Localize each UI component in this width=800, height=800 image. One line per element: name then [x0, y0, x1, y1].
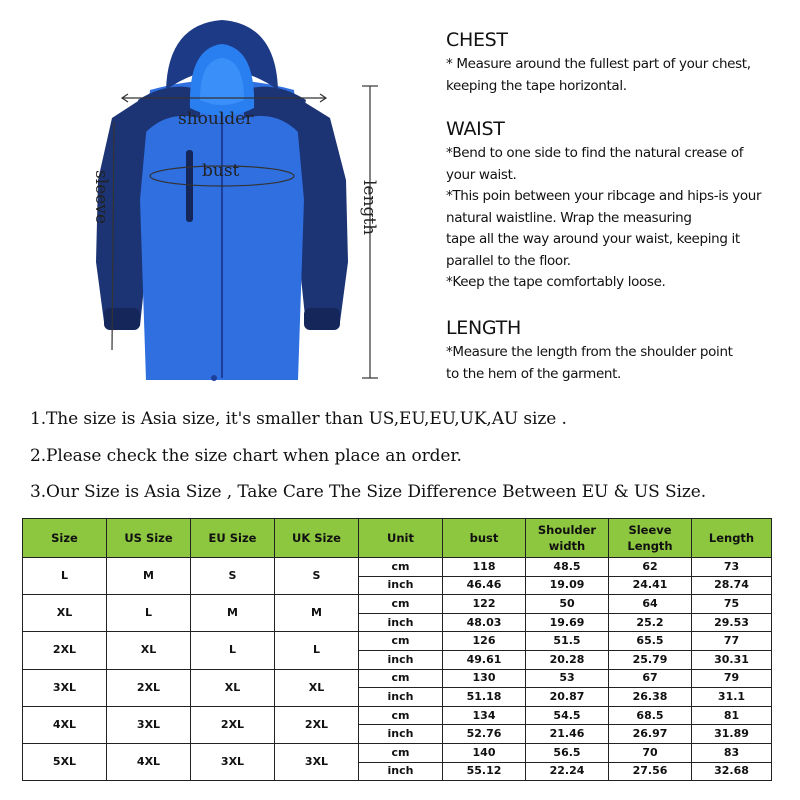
cell-sleeve: 25.79: [609, 650, 692, 669]
cell-eu-size: 2XL: [191, 706, 275, 743]
cell-shoulder: 21.46: [526, 725, 609, 744]
shoulder-label: shoulder: [178, 109, 254, 129]
length-text-line: to the hem of the garment.: [446, 365, 621, 382]
cell-size: XL: [23, 595, 107, 632]
cell-length: 77: [692, 632, 772, 651]
cell-sleeve: 68.5: [609, 706, 692, 725]
cell-unit: inch: [359, 725, 443, 744]
cell-shoulder: 19.09: [526, 576, 609, 595]
size-note: 2.Please check the size chart when place an order.: [30, 446, 462, 466]
header-sleeve-line-1: Sleeve: [628, 523, 672, 537]
cell-sleeve: 25.2: [609, 613, 692, 632]
waist-text-line: your waist.: [446, 166, 517, 183]
jacket-right-cuff: [304, 308, 340, 330]
cell-size: 2XL: [23, 632, 107, 669]
size-note: 3.Our Size is Asia Size , Take Care The Size Difference Between EU & US Size.: [30, 482, 707, 502]
cell-us-size: XL: [107, 632, 191, 669]
cell-sleeve: 62: [609, 558, 692, 577]
table-row: [23, 632, 772, 651]
cell-bust: 140: [443, 743, 526, 762]
header-size: Size: [23, 519, 107, 558]
waist-section: [446, 117, 791, 294]
cell-shoulder: 54.5: [526, 706, 609, 725]
waist-heading: WAIST: [446, 118, 505, 140]
cell-length: 81: [692, 706, 772, 725]
table-row: [23, 595, 772, 614]
cell-length: 83: [692, 743, 772, 762]
cell-size: 4XL: [23, 706, 107, 743]
waist-text-line: parallel to the floor.: [446, 252, 571, 269]
header-unit: Unit: [359, 519, 443, 558]
cell-unit: inch: [359, 613, 443, 632]
cell-size: 3XL: [23, 669, 107, 706]
cell-uk-size: XL: [275, 669, 359, 706]
cell-shoulder: 48.5: [526, 558, 609, 577]
header-sleeve-length: [609, 519, 692, 558]
cell-bust: 122: [443, 595, 526, 614]
cell-length: 30.31: [692, 650, 772, 669]
cell-bust: 51.18: [443, 688, 526, 707]
chest-heading: CHEST: [446, 29, 508, 51]
cell-uk-size: 2XL: [275, 706, 359, 743]
cell-size: 5XL: [23, 743, 107, 780]
cell-length: 31.1: [692, 688, 772, 707]
cell-length: 73: [692, 558, 772, 577]
cell-unit: inch: [359, 576, 443, 595]
cell-shoulder: 51.5: [526, 632, 609, 651]
cell-eu-size: L: [191, 632, 275, 669]
cell-us-size: M: [107, 558, 191, 595]
table-row: [23, 706, 772, 725]
cell-unit: inch: [359, 650, 443, 669]
cell-sleeve: 27.56: [609, 762, 692, 781]
header-bust: bust: [443, 519, 526, 558]
sleeve-label: sleeve: [91, 170, 111, 224]
cell-uk-size: M: [275, 595, 359, 632]
cell-length: 79: [692, 669, 772, 688]
cell-unit: inch: [359, 762, 443, 781]
chest-section: [446, 28, 791, 97]
length-heading: LENGTH: [446, 317, 521, 339]
cell-sleeve: 67: [609, 669, 692, 688]
cell-shoulder: 19.69: [526, 613, 609, 632]
cell-eu-size: 3XL: [191, 743, 275, 780]
cell-bust: 46.46: [443, 576, 526, 595]
cell-unit: cm: [359, 558, 443, 577]
header-eu-size: EU Size: [191, 519, 275, 558]
cell-shoulder: 53: [526, 669, 609, 688]
header-uk-size: UK Size: [275, 519, 359, 558]
size-note: 1.The size is Asia size, it's smaller than US,EU,EU,UK,AU size .: [30, 409, 567, 429]
table-header-row: [23, 519, 772, 558]
cell-unit: inch: [359, 688, 443, 707]
cell-uk-size: S: [275, 558, 359, 595]
cell-unit: cm: [359, 595, 443, 614]
chest-text-line: * Measure around the fullest part of your chest,: [446, 56, 751, 72]
cell-length: 31.89: [692, 725, 772, 744]
cell-bust: 49.61: [443, 650, 526, 669]
cell-unit: cm: [359, 632, 443, 651]
cell-us-size: 3XL: [107, 706, 191, 743]
bust-label: bust: [202, 161, 240, 181]
size-chart-table: [22, 518, 772, 781]
jacket-left-cuff: [104, 308, 140, 330]
chest-text-line: keeping the tape horizontal.: [446, 77, 627, 94]
cell-shoulder: 20.28: [526, 650, 609, 669]
length-label: length: [359, 180, 379, 236]
cell-shoulder: 56.5: [526, 743, 609, 762]
cell-sleeve: 24.41: [609, 576, 692, 595]
cell-eu-size: XL: [191, 669, 275, 706]
cell-bust: 134: [443, 706, 526, 725]
table-row: [23, 558, 772, 577]
cell-bust: 126: [443, 632, 526, 651]
cell-us-size: L: [107, 595, 191, 632]
cell-length: 32.68: [692, 762, 772, 781]
waist-text-line: natural waistline. Wrap the measuring: [446, 209, 692, 226]
cell-shoulder: 22.24: [526, 762, 609, 781]
cell-sleeve: 26.97: [609, 725, 692, 744]
cell-bust: 55.12: [443, 762, 526, 781]
length-section: [446, 316, 791, 385]
header-shoulder-width: [526, 519, 609, 558]
waist-text-line: *Keep the tape comfortably loose.: [446, 274, 666, 290]
cell-unit: cm: [359, 669, 443, 688]
header-length: Length: [692, 519, 772, 558]
jacket-illustration: [0, 0, 400, 395]
cell-bust: 48.03: [443, 613, 526, 632]
cell-uk-size: L: [275, 632, 359, 669]
cell-size: L: [23, 558, 107, 595]
waist-text-line: *This poin between your ribcage and hips-is your: [446, 188, 762, 204]
cell-length: 28.74: [692, 576, 772, 595]
cell-unit: cm: [359, 706, 443, 725]
cell-sleeve: 64: [609, 595, 692, 614]
cell-sleeve: 65.5: [609, 632, 692, 651]
length-text-line: *Measure the length from the shoulder point: [446, 344, 733, 360]
header-shoulder-line-2: width: [548, 539, 586, 553]
cell-sleeve: 70: [609, 743, 692, 762]
cell-shoulder: 50: [526, 595, 609, 614]
cell-us-size: 2XL: [107, 669, 191, 706]
cell-unit: cm: [359, 743, 443, 762]
cell-sleeve: 26.38: [609, 688, 692, 707]
cell-bust: 130: [443, 669, 526, 688]
waist-text-line: tape all the way around your waist, keeping it: [446, 231, 740, 247]
header-sleeve-line-2: Length: [627, 539, 673, 553]
jacket-chest-pocket: [186, 150, 193, 222]
table-row: [23, 669, 772, 688]
cell-us-size: 4XL: [107, 743, 191, 780]
cell-eu-size: M: [191, 595, 275, 632]
waist-text-line: *Bend to one side to find the natural crease of: [446, 145, 744, 161]
header-shoulder-line-1: Shoulder: [537, 523, 597, 537]
cell-bust: 118: [443, 558, 526, 577]
table-row: [23, 743, 772, 762]
cell-bust: 52.76: [443, 725, 526, 744]
cell-length: 29.53: [692, 613, 772, 632]
cell-eu-size: S: [191, 558, 275, 595]
cell-shoulder: 20.87: [526, 688, 609, 707]
cell-length: 75: [692, 595, 772, 614]
header-us-size: US Size: [107, 519, 191, 558]
cell-uk-size: 3XL: [275, 743, 359, 780]
